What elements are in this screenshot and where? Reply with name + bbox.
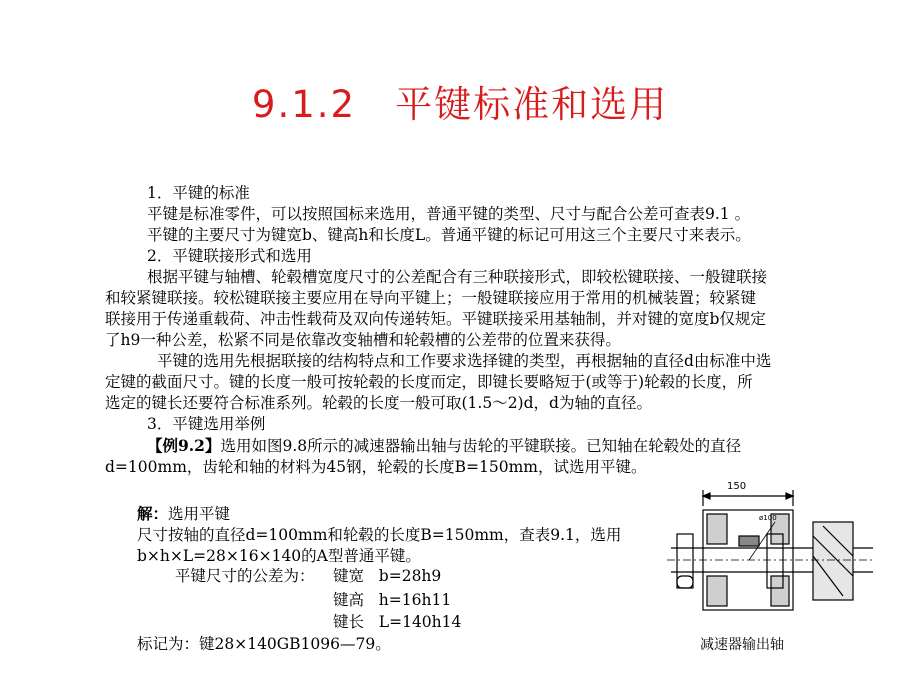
tolerance-value: h=16h11 (378, 591, 452, 609)
tolerance-label: 平键尺寸的公差为： (175, 567, 315, 585)
dimension-label: 150 (727, 481, 747, 492)
figure-caption: 减速器输出轴 (700, 637, 784, 653)
example-text: 选用如图9.8所示的减速器输出轴与齿轮的平键联接。已知轴在轮毂处的直径 (220, 437, 742, 455)
tolerance-row (333, 612, 461, 633)
reducer-shaft-drawing (663, 476, 878, 621)
tolerance-value: L=140h14 (378, 613, 462, 631)
example-label: 【例9.2】 (147, 436, 221, 455)
body-text (105, 183, 875, 478)
section-1-heading: 1．平键的标准 (147, 184, 250, 202)
section-2-heading: 2．平键联接形式和选用 (147, 247, 312, 265)
marking-line: 标记为：键28×140GB1096—79。 (137, 635, 391, 653)
slide-title: 9.1.2 平键标准和选用 (251, 83, 669, 126)
section-2-line: 和较紧键联接。较松键联接主要应用在导向平键上；一般键联接应用于常用的机械装置；较紧键 (105, 289, 757, 307)
section-1-paragraph-2: 平键的主要尺寸为键宽b、键高h和长度L。普通平键的标记可用这三个主要尺寸来表示。 (147, 226, 751, 244)
tolerance-name: 键高 (333, 591, 365, 609)
tolerance-row (333, 566, 441, 587)
diameter-label: ø100 (759, 514, 777, 522)
tolerance-row (333, 590, 451, 611)
section-2-line: 根据平键与轴槽、轮毂槽宽度尺寸的公差配合有三种联接形式，即较松键联接、一般键联接 (147, 268, 768, 286)
section-2-p2-line: 平键的选用先根据联接的结构特点和工作要求选择键的类型，再根据轴的直径d由标准中选 (157, 352, 772, 370)
solution-line-1: 尺寸按轴的直径d=100mm和轮毂的长度B=150mm，查表9.1，选用 (137, 526, 622, 544)
solution-line-2: b×h×L=28×16×140的A型普通平键。 (137, 547, 421, 565)
section-2-line: 了h9一种公差，松紧不同是依靠改变轴槽和轮毂槽的公差带的位置来获得。 (105, 331, 621, 349)
example-line-1 (105, 435, 875, 457)
solution-block (137, 503, 657, 567)
tolerance-value: b=28h9 (378, 567, 442, 585)
section-2-p2-line: 定键的截面尺寸。键的长度一般可按轮毂的长度而定，即键长要略短于(或等于)轮毂的长度，所 (105, 373, 753, 391)
example-line-2: d=100mm，齿轮和轴的材料为45钢，轮毂的长度B=150mm，试选用平键。 (105, 458, 647, 476)
section-3-heading: 3．平键选用举例 (147, 415, 266, 433)
tolerance-name: 键宽 (333, 567, 365, 585)
solution-label: 解： (137, 504, 169, 523)
solution-heading: 选用平键 (168, 505, 231, 523)
tolerance-name: 键长 (333, 613, 365, 631)
section-2-p2-line: 选定的键长还要符合标准系列。轮毂的长度一般可取(1.5～2)d，d为轴的直径。 (105, 394, 652, 412)
section-1-paragraph-1: 平键是标准零件，可以按照国标来选用，普通平键的类型、尺寸与配合公差可查表9.1 。 (147, 205, 751, 223)
section-2-line: 联接用于传递重载荷、冲击性载荷及双向传递转矩。平键联接采用基轴制，并对键的宽度b仅规定 (105, 310, 766, 328)
